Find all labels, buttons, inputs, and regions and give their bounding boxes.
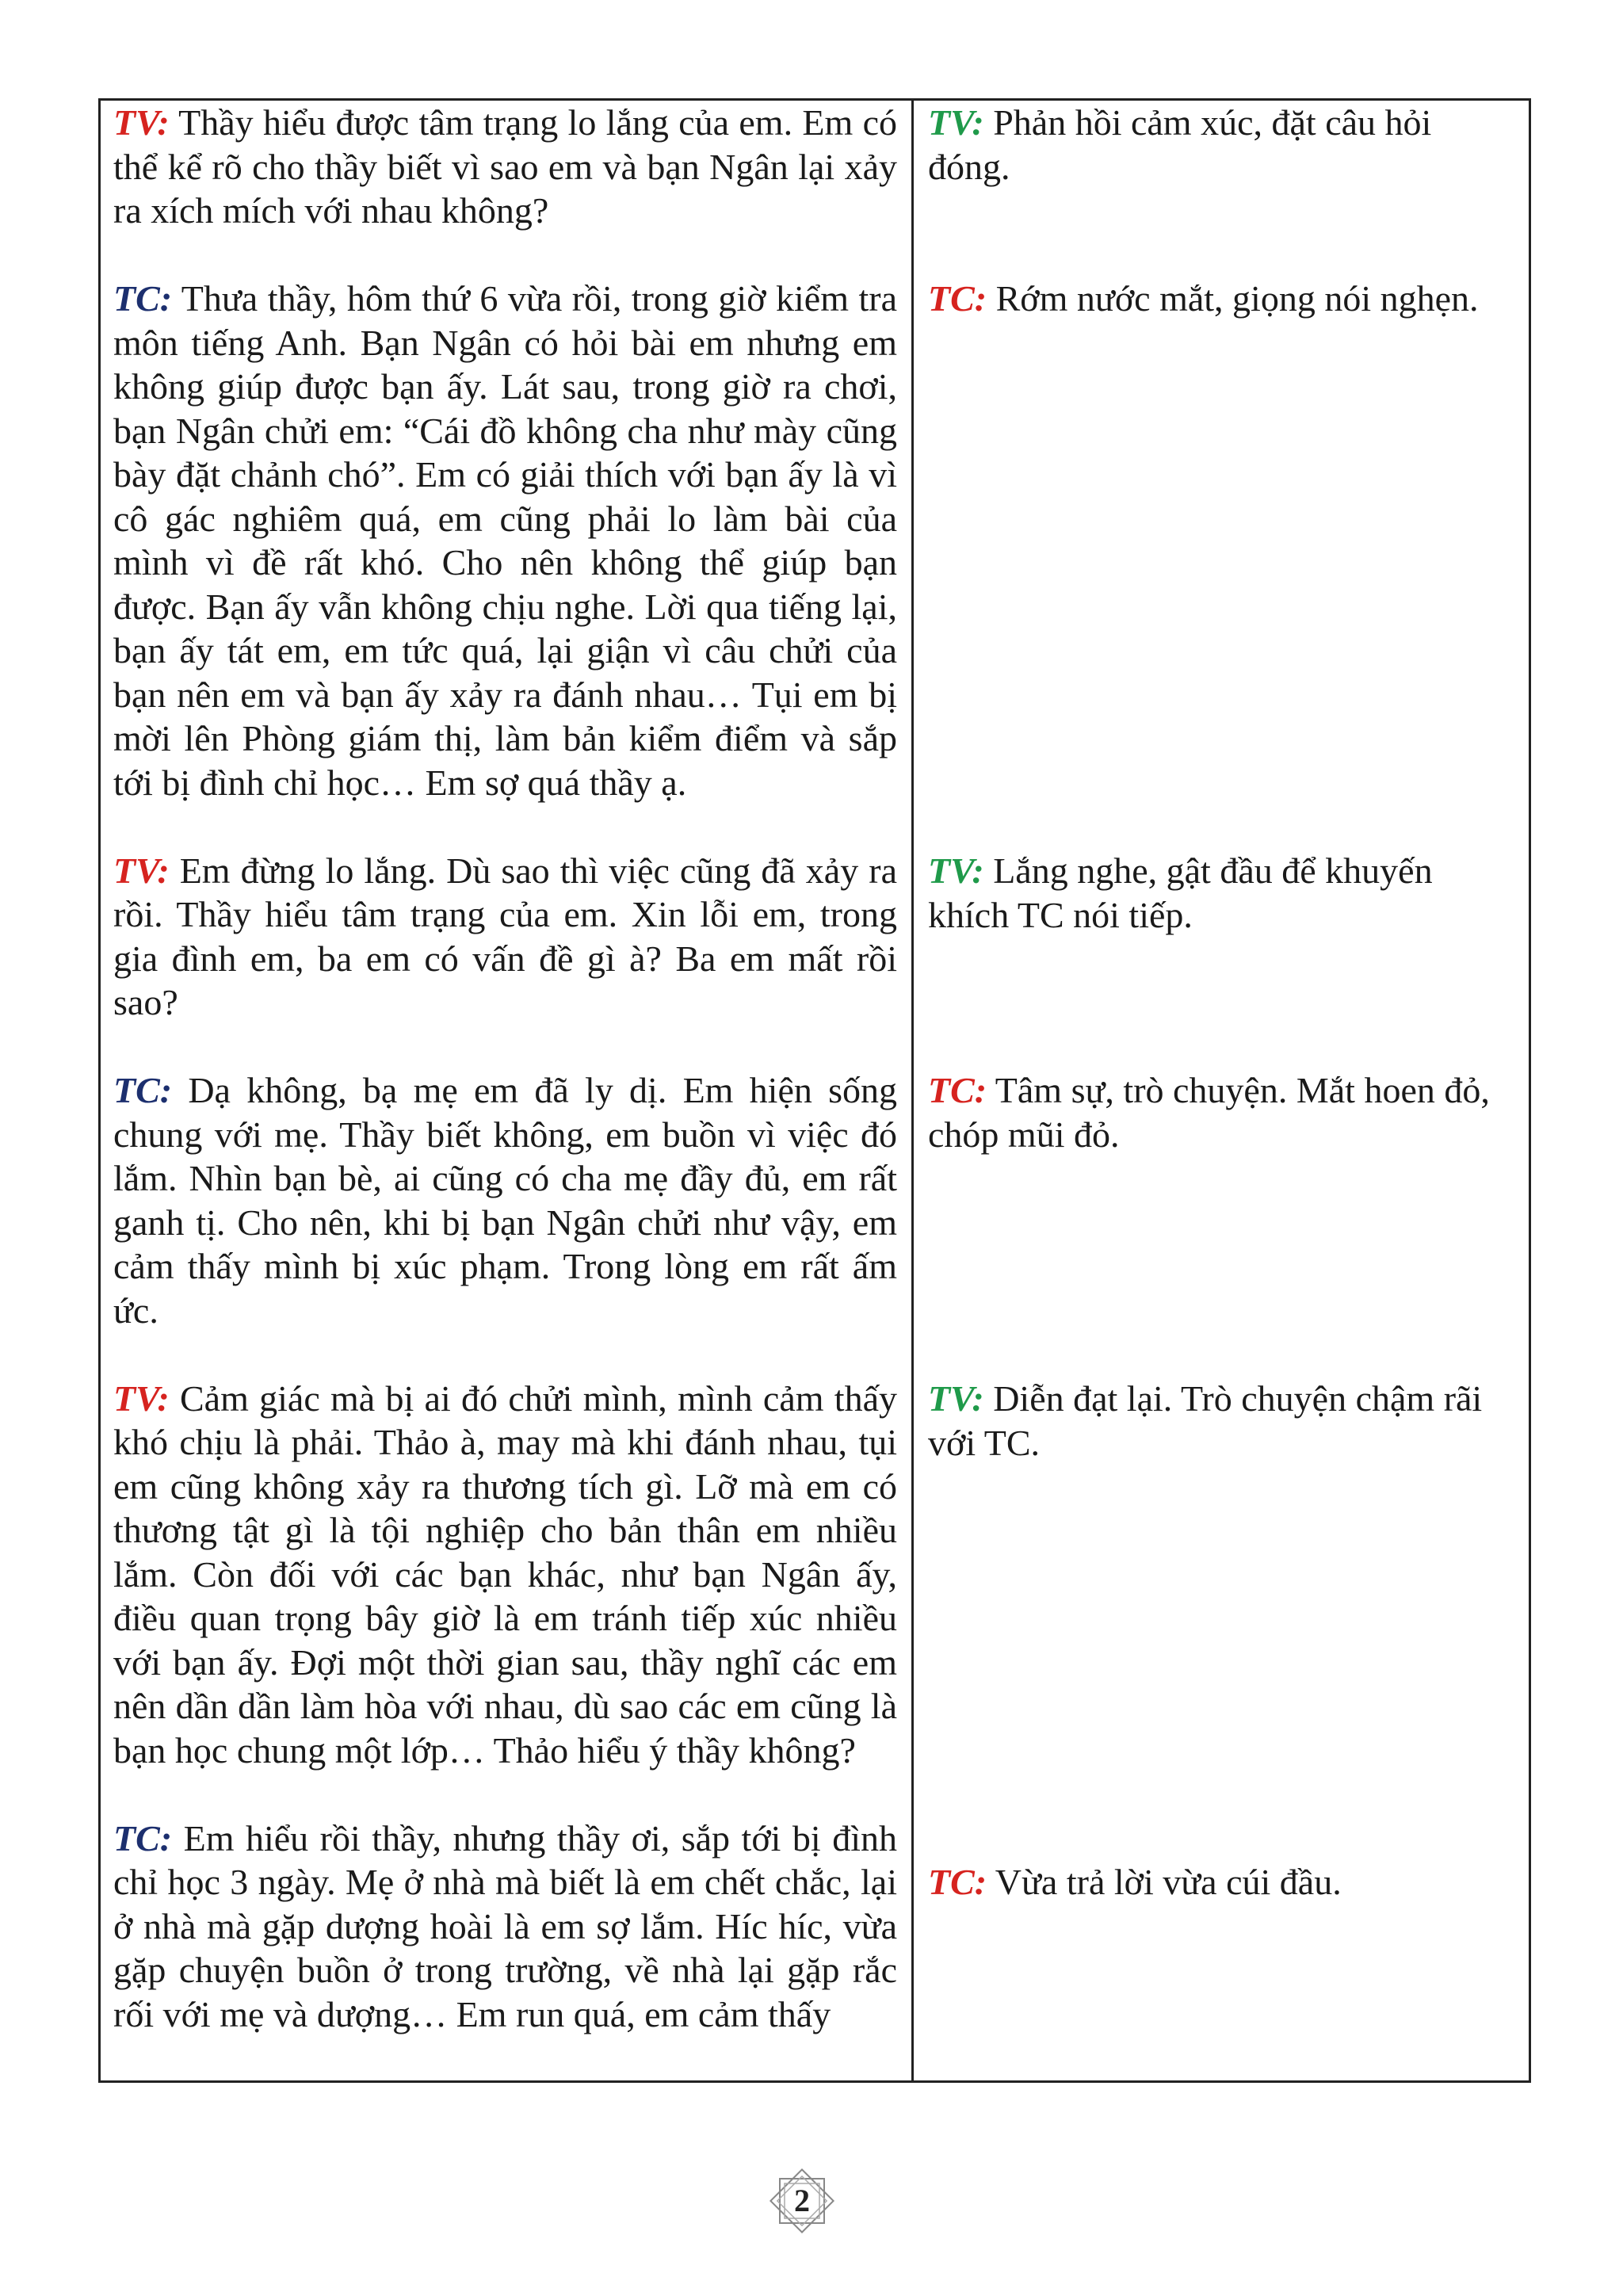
speaker-label: TV: — [928, 1378, 984, 1419]
observation-note — [928, 101, 1518, 189]
observation-text: Lắng nghe, gật đầu để khuyến khích TC nói tiếp. — [928, 850, 1433, 935]
dialogue-entry — [113, 1377, 897, 1773]
dialogue-column — [100, 100, 913, 2082]
observation-text: Vừa trả lời vừa cúi đầu. — [987, 1862, 1342, 1902]
dialogue-text: Dạ không, bạ mẹ em đã ly dị. Em hiện sống chung với mẹ. Thầy biết không, em buồn vì việc đó lắm. Nhìn bạn bè, ai cũng có cha mẹ đầy đủ, em rất ganh tị. Cho nên, khi bị bạn Ngân chửi như vậy, em cảm thấy mình bị xúc phạm. Trong lòng em rất ấm ức. — [113, 1070, 897, 1331]
dialogue-entry — [113, 1068, 897, 1332]
speaker-label: TC: — [113, 278, 173, 319]
speaker-label: TV: — [113, 1377, 170, 1419]
dialogue-text: Cảm giác mà bị ai đó chửi mình, mình cảm thấy khó chịu là phải. Thảo à, may mà khi đánh nhau, tụi em cũng không xảy ra thương tích gì. Lỡ mà em có thương tật gì là tội nghiệp cho bản thân em nhiều lắm. Còn đối với các bạn khác, như bạn Ngân ấy, điều quan trọng bây giờ là em tránh tiếp xúc nhiều với bạn ấy. Đợi một thời gian sau, thầy nghĩ các em nên dần dần làm hòa với nhau, dù sao các em cũng là bạn học chung một lớp… Thảo hiểu ý thầy không? — [113, 1377, 897, 1771]
speaker-label: TV: — [928, 850, 984, 891]
page-number: 2 — [794, 2183, 810, 2218]
dialogue-text: Em đừng lo lắng. Dù sao thì việc cũng đã xảy ra rồi. Thầy hiểu tâm trạng của em. Xin lỗi em, trong gia đình em, ba em có vấn đề gì à? Ba em mất rồi sao? — [113, 850, 897, 1022]
observation-column — [913, 100, 1530, 2082]
dialogue-text: Thưa thầy, hôm thứ 6 vừa rồi, trong giờ kiểm tra môn tiếng Anh. Bạn Ngân có hỏi bài em nhưng em không giúp được bạn ấy. Lát sau, trong giờ ra chơi, bạn Ngân chửi em: “Cái đồ không cha như mày cũng bày đặt chảnh chó”. Em có giải thích với bạn ấy là vì cô gác nghiêm quá, em cũng phải lo làm bài của mình vì đề rất khó. Cho nên không thể giúp bạn được. Bạn ấy vẫn không chịu nghe. Lời qua tiếng lại, bạn ấy tát em, em tức quá, lại giận vì câu chửi của bạn nên em và bạn ấy xảy ra đánh nhau… Tụi em bị mời lên Phòng giám thị, làm bản kiểm điểm và sắp tới bị đình chỉ học… Em sợ quá thầy ạ. — [113, 278, 897, 803]
dialogue-entry — [113, 849, 897, 1025]
observation-text: Diễn đạt lại. Trò chuyện chậm rãi với TC. — [928, 1378, 1483, 1463]
speaker-label: TV: — [928, 102, 984, 143]
dialogue-entry — [113, 101, 897, 233]
speaker-label: TC: — [928, 278, 987, 319]
dialogue-text: Em hiểu rồi thầy, nhưng thầy ơi, sắp tới bị đình chỉ học 3 ngày. Mẹ ở nhà mà biết là em chết chắc, lại ở nhà mà gặp dượng hoài là em sợ lắm. Híc híc, vừa gặp chuyện buồn ở trong trường, về nhà lại gặp rắc rối với mẹ và dượng… Em run quá, em cảm thấy — [113, 1817, 897, 2034]
observation-text: Phản hồi cảm xúc, đặt câu hỏi đóng. — [928, 102, 1432, 187]
speaker-label: TC: — [113, 1070, 173, 1110]
table-row — [100, 100, 1530, 2082]
observation-text: Tâm sự, trò chuyện. Mắt hoen đỏ, chóp mũi đỏ. — [928, 1070, 1490, 1155]
speaker-label: TC: — [928, 1070, 987, 1110]
observation-note — [928, 277, 1518, 321]
dialogue-table — [98, 98, 1531, 2083]
observation-note — [928, 1377, 1518, 1465]
dialogue-entry — [113, 1817, 897, 2037]
observation-note — [928, 1068, 1518, 1156]
dialogue-entry — [113, 277, 897, 804]
speaker-label: TC: — [928, 1862, 987, 1902]
observation-text: Rớm nước mắt, giọng nói nghẹn. — [987, 278, 1479, 319]
speaker-label: TV: — [113, 850, 170, 891]
speaker-label: TC: — [113, 1817, 173, 1859]
observation-note — [928, 1860, 1518, 1904]
speaker-label: TV: — [113, 102, 170, 143]
observation-note — [928, 849, 1518, 937]
dialogue-text: Thầy hiểu được tâm trạng lo lắng của em. Em có thể kể rõ cho thầy biết vì sao em và bạn Ngân lại xảy ra xích mích với nhau không? — [113, 102, 897, 231]
page-number-ornament — [762, 2161, 842, 2241]
